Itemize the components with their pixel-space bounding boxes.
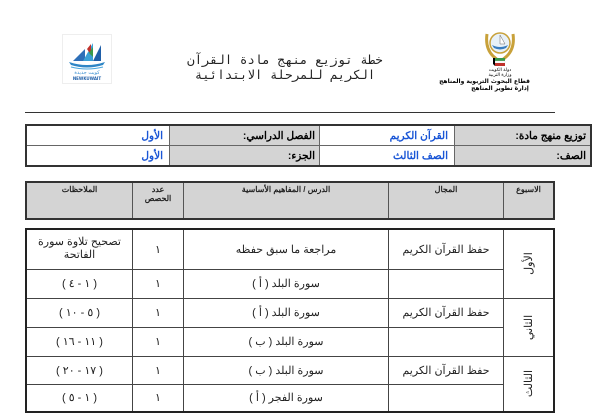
new-kuwait-logo-icon bbox=[63, 35, 111, 83]
week-cell-2 bbox=[504, 298, 555, 356]
svg-text:NEWKUWAIT: NEWKUWAIT bbox=[72, 76, 102, 81]
emblem-line-1: دولة الكويت bbox=[488, 68, 512, 73]
title-line-2: الكريم للمرحلة الابتدائية bbox=[194, 67, 376, 82]
notes-cell: ( ١٧ - ٢٠ ) bbox=[26, 356, 133, 384]
new-kuwait-logo bbox=[62, 34, 112, 84]
grade-value: الصف الثالث bbox=[320, 146, 455, 167]
lesson-cell: مراجعة ما سبق حفظه bbox=[184, 229, 389, 269]
domain-cell: حفظ القرآن الكريم bbox=[389, 356, 504, 384]
emblem-line-2: وزارة التربية bbox=[488, 73, 512, 78]
subject-value: القرآن الكريم bbox=[320, 125, 455, 146]
part-label: الجزء: bbox=[170, 146, 320, 167]
week-label: الأول bbox=[522, 252, 535, 276]
column-header-lesson: الدرس / المفاهيم الأساسية bbox=[184, 182, 389, 219]
periods-cell: ١ bbox=[133, 269, 184, 298]
column-header-notes: الملاحظات bbox=[26, 182, 133, 219]
subject-label: توزيع منهج مادة: bbox=[455, 125, 592, 146]
domain-cell bbox=[389, 327, 504, 356]
periods-cell: ١ bbox=[133, 384, 184, 412]
lesson-cell: سورة الفجر ( أ ) bbox=[184, 384, 389, 412]
svg-text:كويت جديدة: كويت جديدة bbox=[74, 70, 100, 76]
column-header-periods-line1: عدد bbox=[151, 185, 165, 194]
lesson-cell: سورة البلد ( ب ) bbox=[184, 327, 389, 356]
emblem-line-3: قطاع البحوث التربوية والمناهج bbox=[439, 78, 530, 85]
document-title bbox=[150, 52, 420, 82]
info-row-1 bbox=[26, 125, 591, 146]
periods-cell: ١ bbox=[133, 356, 184, 384]
domain-cell: حفظ القرآن الكريم bbox=[389, 229, 504, 269]
column-header-week: الاسبوع bbox=[504, 182, 555, 219]
emblem-line-4: إدارة تطوير المناهج bbox=[471, 85, 529, 92]
grade-label: الصف: bbox=[455, 146, 592, 167]
semester-label: الفصل الدراسي: bbox=[170, 125, 320, 146]
periods-cell: ١ bbox=[133, 298, 184, 327]
title-line-1: خطة توزيع منهج مادة القرآن bbox=[187, 52, 383, 67]
column-header-periods-line2: الحصص bbox=[144, 194, 172, 203]
table-row bbox=[26, 327, 554, 356]
domain-cell: حفظ القرآن الكريم bbox=[389, 298, 504, 327]
notes-cell: تصحيح تلاوة سورة الفاتحة bbox=[26, 229, 133, 269]
part-value: الأول bbox=[26, 146, 170, 167]
table-row bbox=[26, 298, 554, 327]
domain-cell bbox=[389, 269, 504, 298]
week-label: الثالث bbox=[522, 370, 535, 398]
lesson-cell: سورة البلد ( أ ) bbox=[184, 298, 389, 327]
notes-cell: ( ١ - ٤ ) bbox=[26, 269, 133, 298]
header-divider bbox=[25, 112, 555, 113]
column-header-domain: المجال bbox=[389, 182, 504, 219]
semester-value: الأول bbox=[26, 125, 170, 146]
info-row-2 bbox=[26, 146, 591, 167]
table-row bbox=[26, 356, 554, 384]
table-row bbox=[26, 269, 554, 298]
notes-cell: ( ١١ - ١٦ ) bbox=[26, 327, 133, 356]
columns-header-table bbox=[25, 181, 555, 220]
column-header-periods bbox=[133, 182, 184, 219]
lesson-cell: سورة البلد ( ب ) bbox=[184, 356, 389, 384]
lesson-cell: سورة البلد ( أ ) bbox=[184, 269, 389, 298]
columns-header-row bbox=[26, 182, 554, 219]
kuwait-emblem-icon bbox=[483, 28, 517, 68]
table-row bbox=[26, 229, 554, 269]
ministry-emblem bbox=[439, 28, 530, 108]
notes-cell: ( ١ - ٥ ) bbox=[26, 384, 133, 412]
periods-cell: ١ bbox=[133, 327, 184, 356]
week-cell-3 bbox=[504, 356, 555, 412]
week-label: الثاني bbox=[523, 314, 535, 340]
week-cell-1 bbox=[504, 229, 555, 298]
schedule-table bbox=[25, 228, 555, 413]
info-table bbox=[25, 124, 592, 167]
periods-cell: ١ bbox=[133, 229, 184, 269]
notes-cell: ( ٥ - ١٠ ) bbox=[26, 298, 133, 327]
